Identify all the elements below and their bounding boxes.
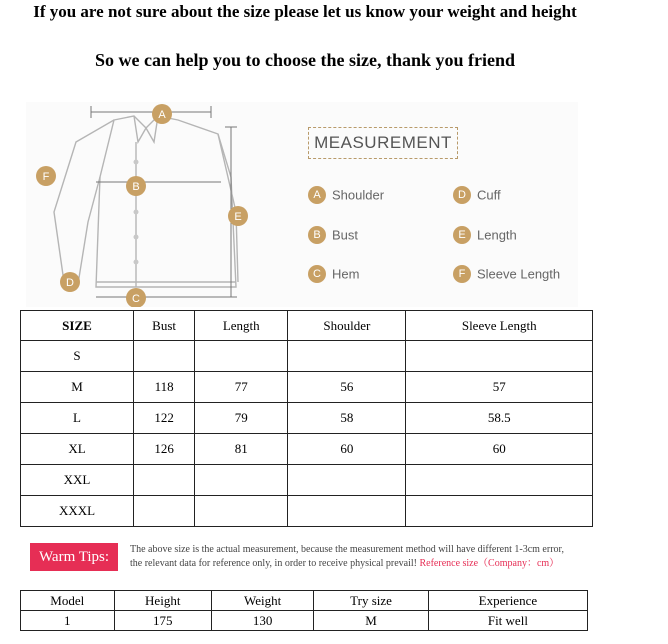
badge-a-icon: A [308, 186, 326, 204]
bust-cell [134, 341, 195, 372]
sleeve-cell: 60 [406, 434, 593, 465]
table-row [21, 465, 593, 496]
tips-line2: the relevant data for reference only, in order to receive physical prevail! [130, 558, 417, 569]
col-header-shoulder: Shoulder [288, 311, 406, 341]
model-cell: 1 [21, 611, 115, 631]
key-sleeve-length: F Sleeve Length [453, 265, 560, 283]
svg-text:E: E [234, 211, 242, 223]
measurement-title: MEASUREMENT [308, 127, 458, 159]
badge-f-icon: F [453, 265, 471, 283]
col-header-height: Height [114, 591, 211, 611]
measurement-diagram [26, 102, 578, 307]
size-notice-line1: If you are not sure about the size please let us know your weight and height [33, 2, 577, 21]
shoulder-cell [288, 496, 406, 527]
size-cell: XXXL [21, 496, 134, 527]
badge-c-icon: C [308, 265, 326, 283]
key-shoulder: A Shoulder [308, 186, 384, 204]
length-cell: 81 [195, 434, 288, 465]
sleeve-cell: 57 [406, 372, 593, 403]
shoulder-cell: 60 [288, 434, 406, 465]
table-row [21, 341, 593, 372]
size-cell: L [21, 403, 134, 434]
badge-d-icon: D [453, 186, 471, 204]
col-header-sleeve-length: Sleeve Length [406, 311, 593, 341]
table-row [21, 403, 593, 434]
bust-cell: 118 [134, 372, 195, 403]
badge-b-icon: B [308, 226, 326, 244]
height-cell: 175 [114, 611, 211, 631]
bust-cell [134, 465, 195, 496]
size-notice-line2: So we can help you to choose the size, thank you friend [94, 50, 516, 70]
sleeve-cell [406, 465, 593, 496]
size-cell: S [21, 341, 134, 372]
size-table [20, 310, 593, 527]
shoulder-cell [288, 341, 406, 372]
experience-cell: Fit well [428, 611, 587, 631]
badge-e-icon: E [453, 226, 471, 244]
key-cuff: D Cuff [453, 186, 501, 204]
svg-text:B: B [132, 181, 140, 193]
shoulder-cell: 56 [288, 372, 406, 403]
length-cell [195, 341, 288, 372]
col-header-model: Model [21, 591, 115, 611]
model-table [20, 590, 588, 631]
shoulder-cell: 58 [288, 403, 406, 434]
col-header-size: SIZE [21, 311, 134, 341]
tips-line2-wrap [130, 557, 660, 571]
length-cell: 77 [195, 372, 288, 403]
bust-cell [134, 496, 195, 527]
warm-tips-badge: Warm Tips: [30, 543, 118, 571]
size-cell: XXL [21, 465, 134, 496]
key-bust: B Bust [308, 226, 358, 244]
table-row [21, 434, 593, 465]
length-cell [195, 496, 288, 527]
size-cell: M [21, 372, 134, 403]
key-length: E Length [453, 226, 517, 244]
sleeve-cell [406, 496, 593, 527]
table-row [21, 496, 593, 527]
bust-cell: 122 [134, 403, 195, 434]
shirt-outline-illustration [26, 102, 266, 307]
size-cell: XL [21, 434, 134, 465]
bust-cell: 126 [134, 434, 195, 465]
try-size-cell: M [314, 611, 429, 631]
svg-text:A: A [158, 109, 166, 121]
weight-cell: 130 [211, 611, 313, 631]
svg-text:D: D [66, 277, 74, 289]
svg-text:F: F [42, 171, 50, 183]
shoulder-cell [288, 465, 406, 496]
col-header-bust: Bust [134, 311, 195, 341]
col-header-experience: Experience [428, 591, 587, 611]
warm-tips-text [130, 543, 660, 571]
sleeve-cell [406, 341, 593, 372]
length-cell [195, 465, 288, 496]
svg-text:C: C [132, 293, 140, 305]
col-header-try-size: Try size [314, 591, 429, 611]
key-hem: C Hem [308, 265, 359, 283]
reference-size-note: Reference size（Company：cm） [419, 558, 560, 569]
length-cell: 79 [195, 403, 288, 434]
size-table-header [21, 311, 593, 341]
col-header-length: Length [195, 311, 288, 341]
sleeve-cell: 58.5 [406, 403, 593, 434]
model-table-header [21, 591, 588, 611]
tips-line1: The above size is the actual measurement, because the measurement method will have different 1-3cm error, [130, 544, 564, 555]
table-row [21, 611, 588, 631]
col-header-weight: Weight [211, 591, 313, 611]
table-row [21, 372, 593, 403]
